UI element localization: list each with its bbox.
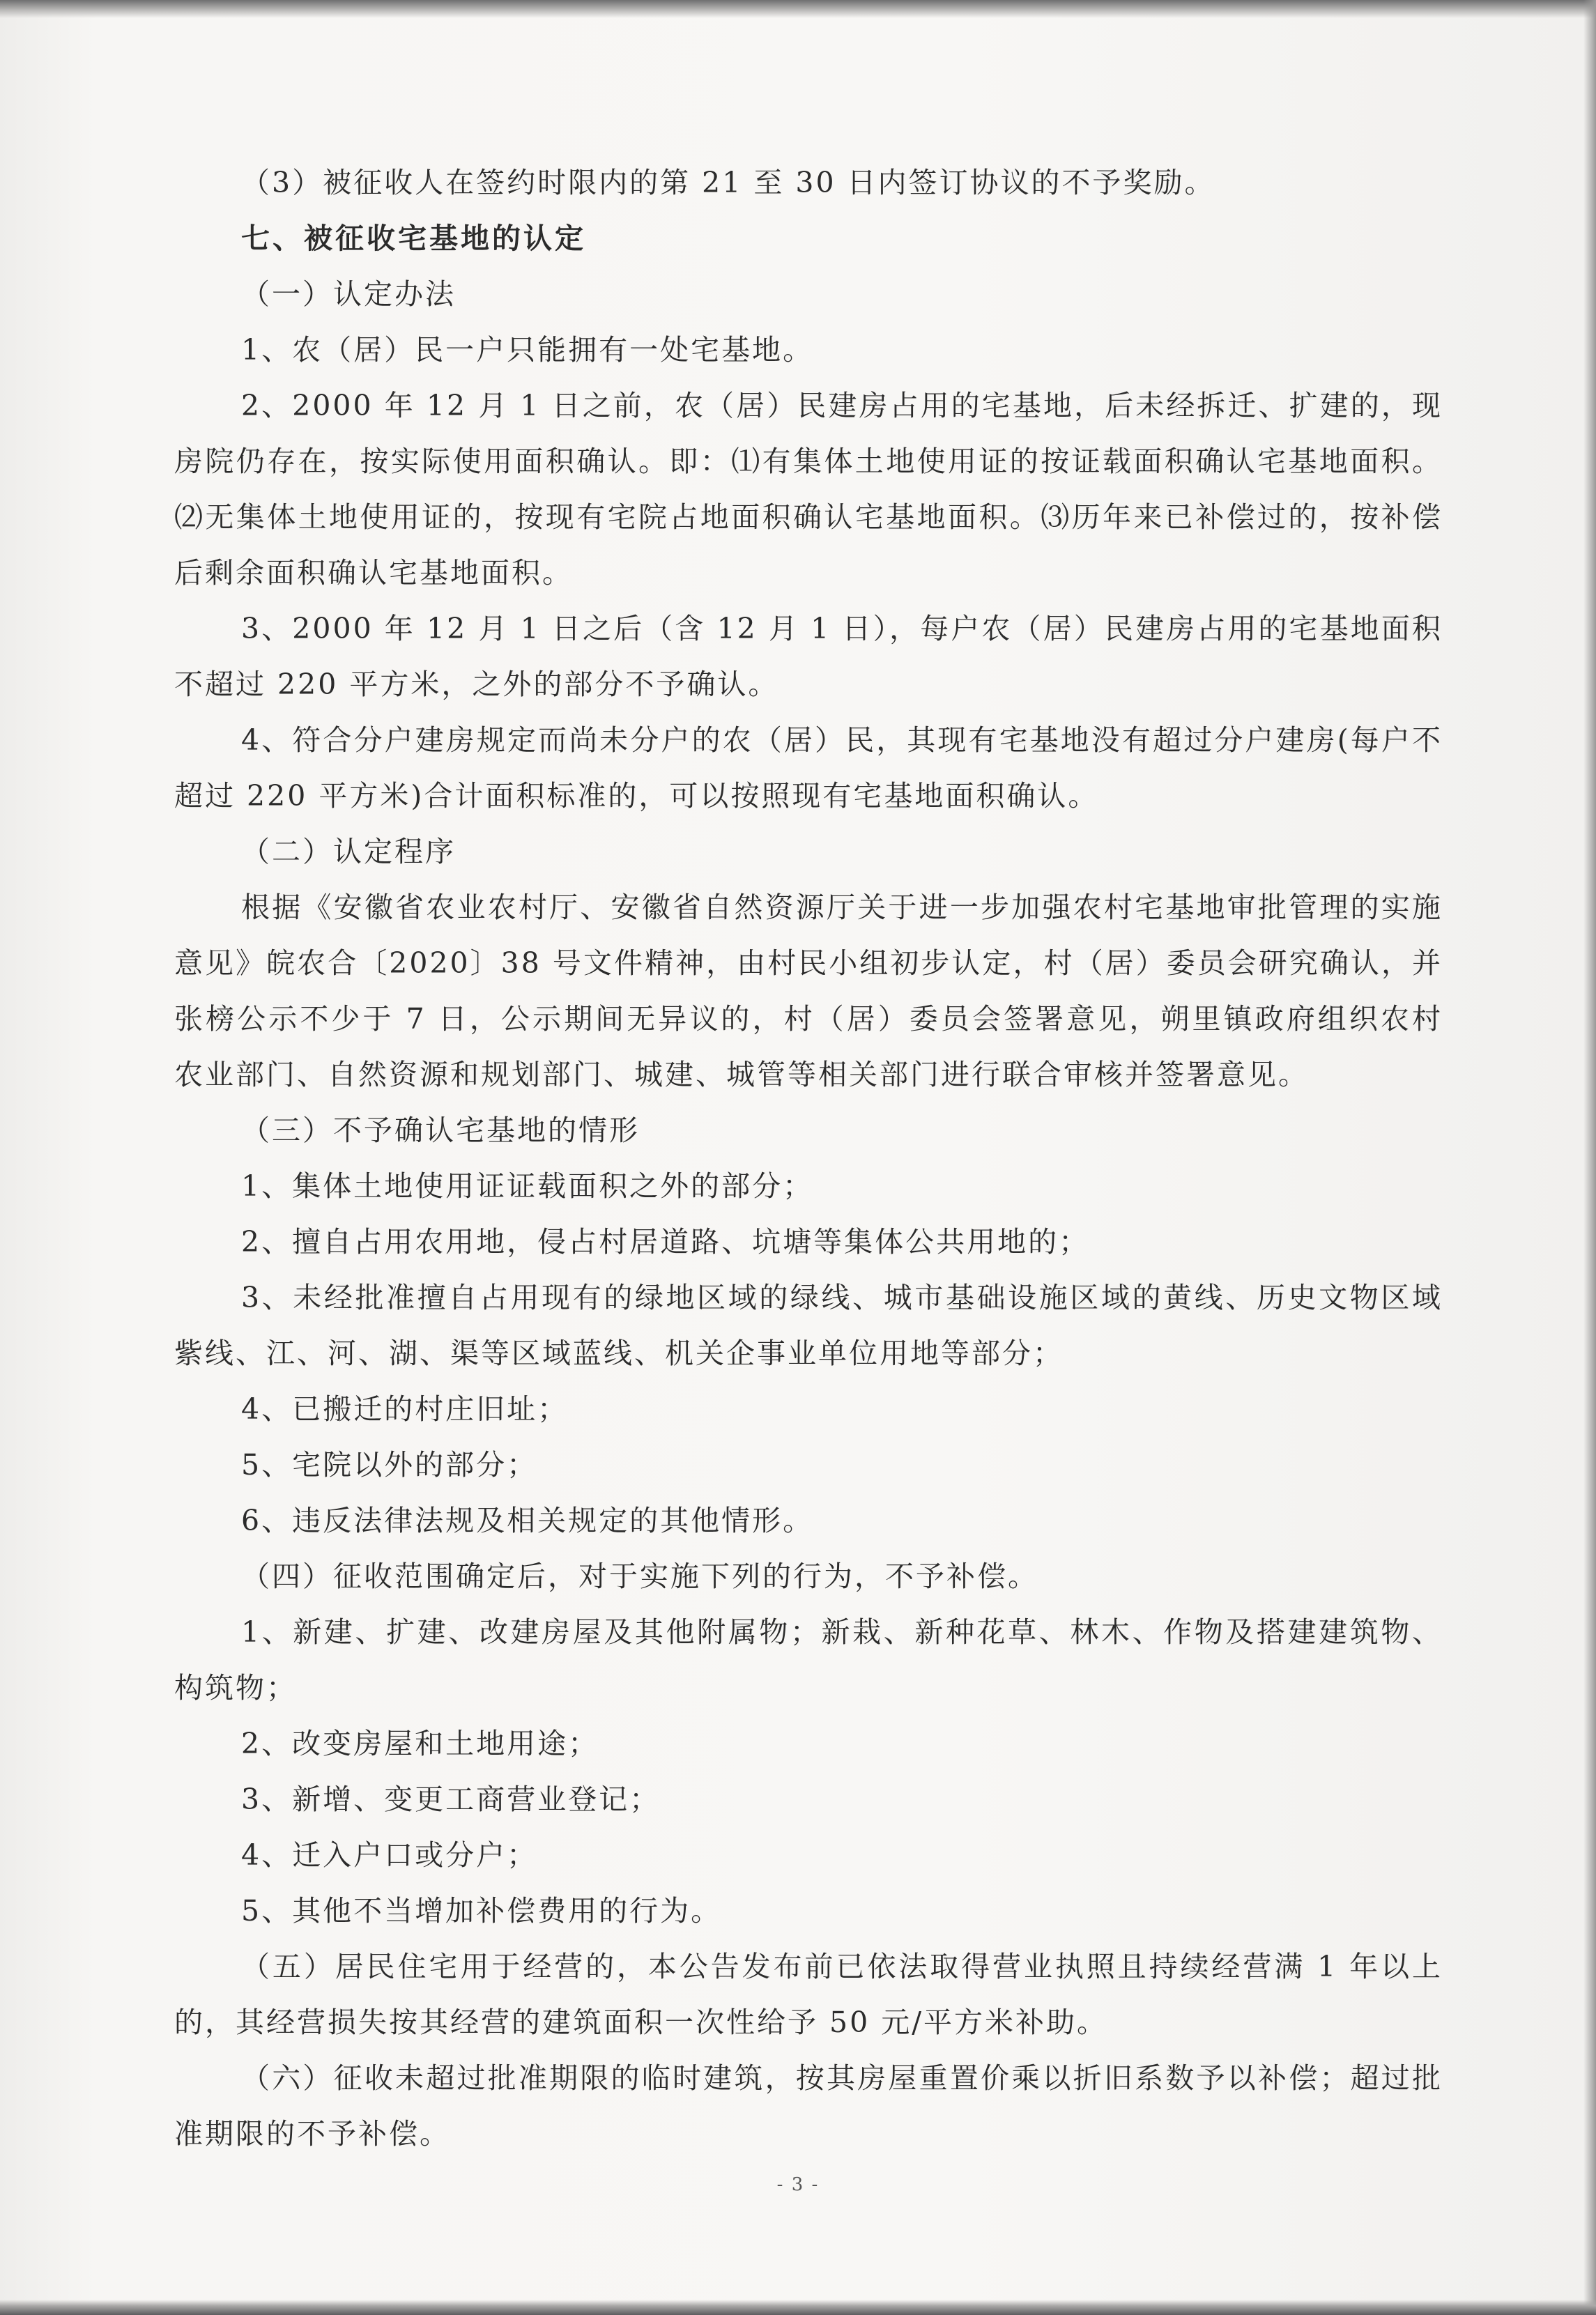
list-item: 1、集体土地使用证证载面积之外的部分； xyxy=(241,1169,814,1203)
subsection-heading: （二）认定程序 xyxy=(241,835,456,868)
paragraph: （五）居民住宅用于经营的，本公告发布前已依法取得营业执照且持续经营满 1 年以上的，其经营损失按其经营的建筑面积一次性给予 50 元/平方米补助。 xyxy=(174,1950,1443,2039)
list-item: 1、新建、扩建、改建房屋及其他附属物；新栽、新种花草、林木、作物及搭建建筑物、构筑物； xyxy=(174,1615,1443,1705)
list-item: 5、其他不当增加补偿费用的行为。 xyxy=(241,1894,722,1928)
list-item: 4、已搬迁的村庄旧址； xyxy=(241,1392,569,1426)
scan-edge-top xyxy=(0,0,1596,18)
scan-edge-right xyxy=(1583,0,1596,2315)
subsection-heading: （四）征收范围确定后，对于实施下列的行为，不予补偿。 xyxy=(241,1560,1038,1593)
subsection-heading: （一）认定办法 xyxy=(241,277,456,311)
list-item: 2、改变房屋和土地用途； xyxy=(241,1727,599,1760)
list-item: 1、农（居）民一户只能拥有一处宅基地。 xyxy=(241,333,814,367)
document-body xyxy=(174,155,1443,2162)
section-heading: 七、被征收宅基地的认定 xyxy=(241,222,586,255)
list-item: 5、宅院以外的部分； xyxy=(241,1448,538,1482)
paragraph: （六）征收未超过批准期限的临时建筑，按其房屋重置价乘以折旧系数予以补偿；超过批准期限的不予补偿。 xyxy=(174,2061,1443,2151)
scan-edge-bottom xyxy=(0,2300,1596,2315)
paragraph: （3）被征收人在签约时限内的第 21 至 30 日内签订协议的不予奖励。 xyxy=(241,166,1215,199)
list-item: 4、符合分户建房规定而尚未分户的农（居）民，其现有宅基地没有超过分户建房(每户不超过 220 平方米)合计面积标准的，可以按照现有宅基地面积确认。 xyxy=(174,723,1443,813)
paragraph: 根据《安徽省农业农村厅、安徽省自然资源厅关于进一步加强农村宅基地审批管理的实施意见》皖农合〔2020〕38 号文件精神，由村民小组初步认定，村（居）委员会研究确认，并张榜公示不少于 7 日，公示期间无异议的，村（居）委员会签署意见，朔里镇政府组织农村农业部门、自然资源和规划部门、城建、城管等相关部门进行联合审核并签署意见。 xyxy=(174,891,1443,1091)
list-item: 6、违反法律法规及相关规定的其他情形。 xyxy=(241,1504,814,1537)
list-item: 3、未经批准擅自占用现有的绿地区域的绿线、城市基础设施区域的黄线、历史文物区域紫线、江、河、湖、渠等区域蓝线、机关企事业单位用地等部分； xyxy=(174,1281,1443,1370)
list-item: 2、擅自占用农用地，侵占村居道路、坑塘等集体公共用地的； xyxy=(241,1225,1090,1259)
page-number: - 3 - xyxy=(776,2174,820,2195)
list-item: 3、2000 年 12 月 1 日之后（含 12 月 1 日），每户农（居）民建房占用的宅基地面积不超过 220 平方米，之外的部分不予确认。 xyxy=(174,612,1443,701)
list-item: 4、迁入户口或分户； xyxy=(241,1838,538,1872)
list-item: 2、2000 年 12 月 1 日之前，农（居）民建房占用的宅基地，后未经拆迁、扩建的，现房院仍存在，按实际使用面积确认。即：⑴有集体土地使用证的按证载面积确认宅基地面积。⑵无集体土地使用证的，按现有宅院占地面积确认宅基地面积。⑶历年来已补偿过的，按补偿后剩余面积确认宅基地面积。 xyxy=(174,389,1443,590)
subsection-heading: （三）不予确认宅基地的情形 xyxy=(241,1114,640,1147)
list-item: 3、新增、变更工商营业登记； xyxy=(241,1783,661,1816)
